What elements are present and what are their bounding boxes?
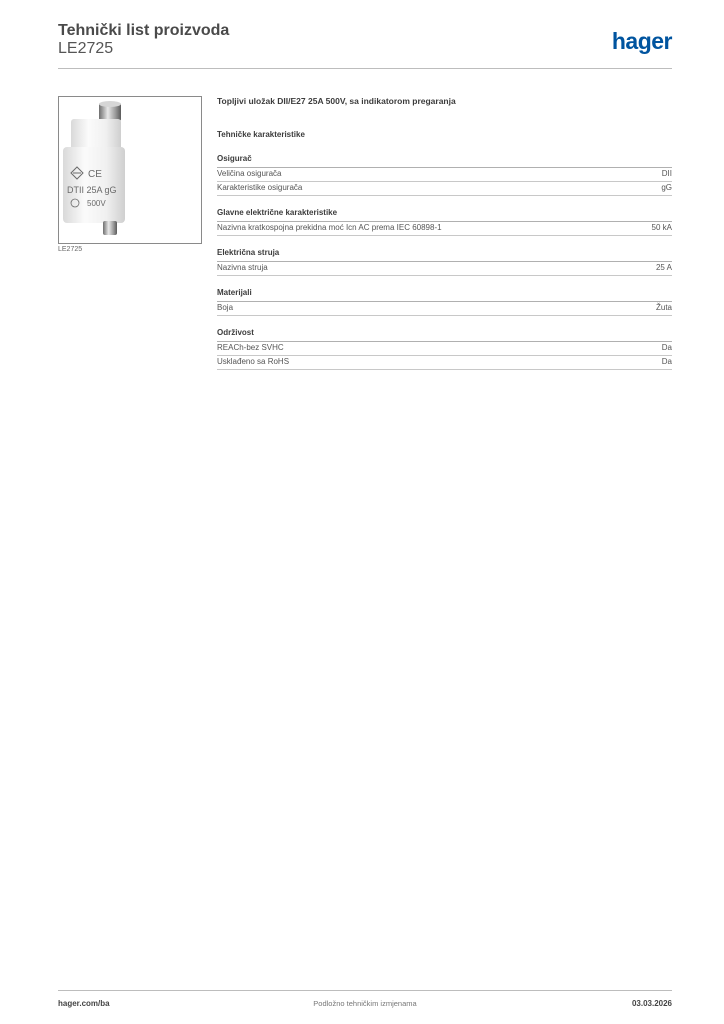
fuse-cartridge-image — [59, 97, 201, 243]
footer-date: 03.03.2026 — [631, 999, 672, 1008]
spec-label: Nazivna struja — [217, 263, 268, 272]
spec-value: Da — [661, 357, 672, 366]
spec-label: Veličina osigurača — [217, 169, 282, 178]
section-sustainability — [217, 328, 672, 370]
spec-row — [217, 302, 672, 316]
footer-website-link[interactable]: hager.com/ba — [58, 999, 110, 1008]
spec-value: DII — [661, 169, 672, 178]
spec-content — [217, 96, 672, 370]
spec-row — [217, 168, 672, 182]
section-electrical-main — [217, 208, 672, 236]
section-materials — [217, 288, 672, 316]
fuse-marking-line2: 500V — [87, 199, 106, 208]
product-description: Topljivi uložak DII/E27 25A 500V, sa indikatorom pregaranja — [217, 96, 456, 106]
spec-label: REACh-bez SVHC — [217, 343, 284, 352]
spec-row — [217, 342, 672, 356]
product-code: LE2725 — [58, 40, 114, 57]
spec-value: 25 A — [655, 263, 672, 272]
ce-mark: CE — [88, 169, 102, 180]
spec-value: Da — [661, 343, 672, 352]
spec-label: Nazivna kratkospojna prekidna moć Icn AC prema IEC 60898-1 — [217, 223, 442, 232]
technical-characteristics-title: Tehničke karakteristike — [217, 130, 305, 139]
section-title: Osigurač — [217, 154, 672, 168]
section-title: Glavne električne karakteristike — [217, 208, 672, 222]
footer-note: Podložno tehničkim izmjenama — [313, 999, 417, 1008]
document-title: Tehnički list proizvoda — [58, 22, 230, 39]
spec-value: Žuta — [655, 303, 672, 312]
spec-value: gG — [661, 183, 672, 192]
section-current — [217, 248, 672, 276]
spec-label: Usklađeno sa RoHS — [217, 357, 290, 366]
spec-row — [217, 182, 672, 196]
logo-wordmark: hager — [611, 28, 672, 54]
fuse-marking-line1: DTII 25A gG — [67, 185, 117, 195]
spec-row — [217, 262, 672, 276]
section-osigurac — [217, 154, 672, 196]
spec-label: Boja — [217, 303, 234, 312]
section-title: Održivost — [217, 328, 672, 342]
image-caption: LE2725 — [58, 246, 83, 253]
spec-row — [217, 222, 672, 236]
spec-label: Karakteristike osigurača — [217, 183, 303, 192]
page-header — [58, 20, 672, 69]
product-image-frame — [58, 96, 202, 244]
section-title: Električna struja — [217, 248, 672, 262]
page-footer — [58, 990, 672, 1015]
section-title: Materijali — [217, 288, 672, 302]
spec-row — [217, 356, 672, 370]
spec-value: 50 kA — [651, 223, 672, 232]
